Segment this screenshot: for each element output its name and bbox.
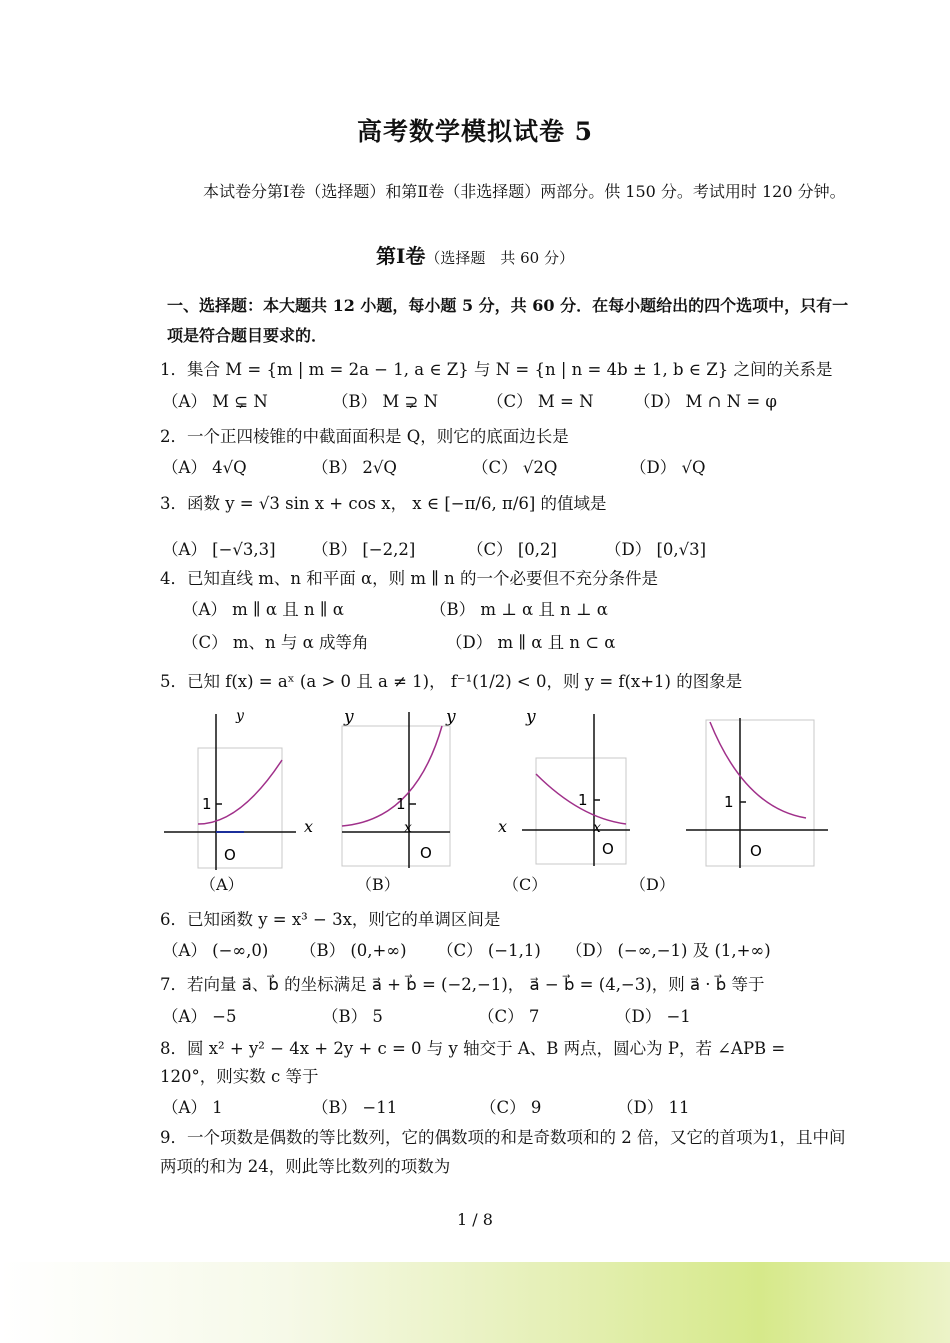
graph-a-y-label: y — [236, 708, 244, 724]
q6-option-a: （A） (−∞,0) — [162, 941, 269, 960]
graph-a-one: 1 — [202, 795, 212, 813]
page-number: 1 / 8 — [457, 1210, 493, 1229]
graph-c-x-label-2: x — [593, 820, 601, 836]
part-label: 第Ⅰ卷 — [376, 244, 426, 268]
graph-d — [686, 718, 828, 868]
q1-option-d: （D） M ∩ N = φ — [634, 392, 777, 411]
graph-b-x-label: x — [404, 820, 412, 836]
graph-label-a: （A） — [200, 875, 244, 894]
q8-option-a: （A） 1 — [162, 1098, 223, 1117]
q2-stem: 2．一个正四棱锥的中截面面积是 Q，则它的底面边长是 — [160, 427, 569, 446]
q3-stem: 3．函数 y = √3 sin x + cos x， x ∈ [−π/6, π/6] 的值域是 — [160, 494, 607, 513]
q9-stem: 9．一个项数是偶数的等比数列，它的偶数项的和是奇数项和的 2 倍，又它的首项为1，且中间两项的和为 24，则此等比数列的项数为 — [160, 1128, 846, 1176]
q1-option-b: （B） M ⊋ N — [332, 392, 439, 411]
graph-b — [342, 708, 456, 868]
q5-graphs — [160, 708, 840, 898]
graph-a-curve — [198, 760, 282, 824]
graph-b-origin: O — [420, 844, 432, 862]
graph-a-origin: O — [224, 846, 236, 864]
q5-stem: 5．已知 f(x) = aˣ (a > 0 且 a ≠ 1)， f⁻¹(1/2) < 0，则 y = f(x+1) 的图象是 — [160, 672, 743, 691]
q6-option-b: （B） (0,+∞) — [300, 941, 407, 960]
intro-paragraph: 本试卷分第Ⅰ卷（选择题）和第Ⅱ卷（非选择题）两部分。供 150 分。考试用时 120 分钟。 — [203, 182, 846, 201]
q4-option-a: （A） m ∥ α 且 n ∥ α — [182, 600, 344, 619]
page-title: 高考数学模拟试卷 5 — [356, 117, 594, 146]
graph-a-x-label: x — [304, 817, 314, 836]
graph-label-c: （C） — [503, 875, 548, 894]
graph-d-one: 1 — [724, 793, 734, 811]
q4-option-b: （B） m ⊥ α 且 n ⊥ α — [430, 600, 608, 619]
graph-label-b: （B） — [356, 875, 400, 894]
q2-option-a: （A） 4√Q — [162, 458, 247, 477]
graph-c-y-label: y — [526, 708, 536, 727]
q6-option-c: （C） (−1,1) — [437, 941, 541, 960]
graph-a — [164, 708, 313, 870]
graph-label-d: （D） — [630, 875, 675, 894]
q7-option-b: （B） 5 — [322, 1007, 383, 1026]
q6-option-d: （D） (−∞,−1) 及 (1,+∞) — [566, 941, 771, 960]
q1-option-c: （C） M = N — [487, 392, 594, 411]
q8-option-c: （C） 9 — [480, 1098, 542, 1117]
q6-stem: 6．已知函数 y = x³ − 3x，则它的单调区间是 — [160, 910, 501, 929]
q3-option-b: （B） [−2,2] — [312, 540, 416, 559]
q2-option-d: （D） √Q — [630, 458, 706, 477]
q1-stem: 1．集合 M = {m | m = 2a − 1, a ∈ Z} 与 N = {n | n = 4b ± 1, b ∈ Z} 之间的关系是 — [160, 360, 833, 379]
q1-option-a: （A） M ⊊ N — [162, 392, 268, 411]
graph-c — [498, 708, 630, 866]
q3-option-d: （D） [0,√3] — [605, 540, 707, 559]
part-sub: （选择题 共 60 分） — [425, 249, 574, 267]
q8-stem: 8．圆 x² + y² − 4x + 2y + c = 0 与 y 轴交于 A、B 两点，圆心为 P，若 ∠APB = — [160, 1039, 786, 1058]
q2-option-c: （C） √2Q — [472, 458, 558, 477]
graph-b-curve — [342, 726, 442, 826]
decorative-band — [0, 1262, 950, 1343]
q3-option-c: （C） [0,2] — [467, 540, 557, 559]
q7-option-d: （D） −1 — [615, 1007, 691, 1026]
q8-option-d: （D） 11 — [617, 1098, 690, 1117]
graph-c-x-label: x — [498, 817, 508, 836]
q4-option-c: （C） m、n 与 α 成等角 — [182, 633, 369, 652]
q7-option-c: （C） 7 — [478, 1007, 540, 1026]
graph-c-origin: O — [602, 840, 614, 858]
q7-option-a: （A） −5 — [162, 1007, 237, 1026]
q8-option-b: （B） −11 — [312, 1098, 398, 1117]
q4-option-d: （D） m ∥ α 且 n ⊂ α — [446, 633, 616, 652]
q2-option-b: （B） 2√Q — [312, 458, 397, 477]
section-heading: 一、选择题：本大题共 12 小题，每小题 5 分，共 60 分．在每小题给出的四个选项中，只有一项是符合题目要求的． — [167, 296, 849, 345]
q4-stem: 4．已知直线 m、n 和平面 α，则 m ∥ n 的一个必要但不充分条件是 — [160, 569, 659, 588]
q8-stem-2: 120°，则实数 c 等于 — [160, 1067, 319, 1086]
graph-c-one: 1 — [578, 791, 588, 809]
graph-b-one: 1 — [396, 795, 406, 813]
graph-b-y-label-2: y — [446, 708, 456, 727]
part-heading — [0, 240, 950, 269]
q3-option-a: （A） [−√3,3] — [162, 540, 276, 559]
q7-stem: 7．若向量 a⃗、b⃗ 的坐标满足 a⃗ + b⃗ = (−2,−1)， a⃗ − b⃗ = (4,−3)，则 a⃗ · b⃗ 等于 — [160, 975, 765, 994]
graph-d-origin: O — [750, 842, 762, 860]
graph-b-y-label: y — [344, 708, 354, 727]
